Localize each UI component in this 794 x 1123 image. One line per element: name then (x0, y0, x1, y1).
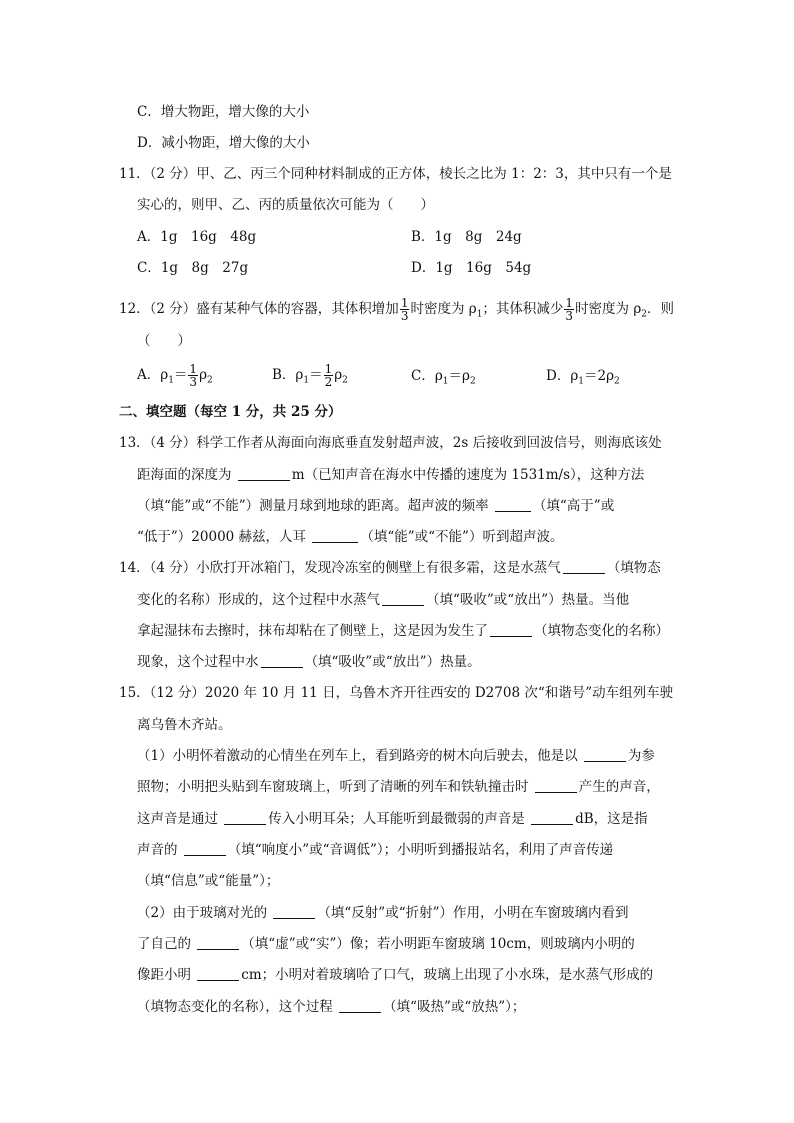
rho-subscript: 1 (442, 376, 449, 387)
q12-text-1: 12．（2 分）盛有某种气体的容器，其体积增加 (119, 301, 399, 317)
q11-option-a: A．1g 16g 48g (137, 229, 257, 245)
q12-text-5: ．则 (647, 301, 675, 317)
q15-text: （1）小明怀着激动的心情坐在列车上，看到路旁的树木向后驶去，他是以 (137, 748, 578, 764)
q12-text-3: ；其体积减少 (482, 301, 564, 317)
q15-text: 产生的声音， (578, 779, 660, 795)
answer-blank[interactable] (197, 935, 239, 950)
fraction-denominator: 3 (189, 375, 198, 389)
q14-line1 (119, 558, 661, 578)
rho-subscript: 1 (476, 309, 483, 320)
q15-text: 像距小明 (137, 967, 191, 983)
answer-blank[interactable] (531, 810, 573, 825)
option-text: ρ (334, 367, 343, 383)
rho-subscript: 1 (578, 376, 584, 387)
q13-text: （填“高于”或 (532, 498, 615, 514)
option-text: C．ρ (411, 368, 443, 384)
q12-fraction-one-third-a (400, 297, 410, 322)
q14-text: 变化的名称）形成的，这个过程中水蒸气 (137, 592, 380, 608)
q13-text: （填“能”或“不能”）测量月球到地球的距离。超声波的频率 (137, 498, 489, 514)
option-text: D．ρ (546, 368, 579, 384)
q14-text: （填物态 (606, 560, 661, 576)
q13-line1: 13．（4 分）科学工作者从海面向海底垂直发射超声波，2s 后接收到回波信号，则海底该处 (119, 435, 662, 451)
q15-text: （填“响度小”或“音调低”）；小明听到播报站名，利用了声音传递 (227, 842, 614, 858)
option-text: ＝ρ (448, 368, 470, 384)
q11-option-c: C．1g 8g 27g (137, 260, 249, 276)
fraction-numerator: 1 (189, 362, 198, 376)
q15-text: （2）由于玻璃对光的 (137, 905, 268, 921)
q11-stem-line1: 11．（2 分）甲、乙、丙三个同种材料制成的正方体，棱长之比为 1：2：3，其中只有一个是 (119, 166, 672, 182)
q11-option-d: D．1g 16g 54g (411, 260, 532, 276)
option-text: ＝2ρ (584, 368, 615, 384)
rho-subscript: 2 (207, 375, 213, 386)
option-text: A．ρ (137, 367, 169, 383)
q13-text: 距海面的深度为 (137, 467, 232, 483)
q12-option-c (411, 366, 476, 392)
q12-option-a (137, 362, 213, 394)
fraction-numerator: 1 (400, 296, 409, 310)
q15-text: （填“吸热”或“放热”）； (383, 999, 526, 1015)
q13-line4 (137, 527, 563, 547)
q14-text: （填“吸收”或“放出”）热量。 (304, 654, 481, 670)
rho-subscript: 2 (342, 375, 348, 386)
option-text: B．ρ (272, 367, 304, 383)
answer-blank[interactable] (535, 778, 577, 793)
q12-option-b (272, 362, 348, 394)
answer-blank[interactable] (184, 841, 226, 856)
fraction-numerator: 1 (565, 296, 574, 310)
fraction-denominator: 2 (324, 375, 333, 389)
q14-text: 拿起湿抹布去擦时，抹布却粘在了侧壁上，这是因为发生了 (137, 623, 488, 639)
q12-text-2: 时密度为 ρ (410, 301, 477, 317)
q15-part1-line2 (137, 777, 660, 797)
q13-text: m（已知声音在海水中传播的速度为 1531m/s），这种方法 (291, 467, 645, 483)
rho-subscript: 2 (641, 309, 648, 320)
q15-part2-line2 (137, 934, 635, 954)
answer-blank[interactable] (224, 810, 266, 825)
q15-text: 传入小明耳朵；人耳能听到最微弱的声音是 (268, 811, 525, 827)
q14-text: （填“吸收”或“放出”）热量。当他 (426, 592, 630, 608)
q12-text-4: 时密度为 ρ (575, 301, 642, 317)
q12-stem-line2: （ ） (137, 333, 191, 349)
q13-text: “低于”）20000 赫兹，人耳 (137, 529, 307, 545)
q12-option-d (546, 366, 620, 392)
q11-stem-line2: 实心的，则甲、乙、丙的质量依次可能为（ ） (137, 197, 434, 213)
q15-text: dB，这是指 (575, 811, 648, 827)
q15-text: 了自己的 (137, 936, 191, 952)
option-text: ＝ (173, 367, 188, 383)
q13-line3 (137, 496, 614, 516)
q12-stem-line1 (119, 296, 674, 328)
answer-blank[interactable] (382, 591, 424, 606)
rho-subscript: 2 (469, 376, 476, 387)
q15-part1-line4 (137, 840, 613, 860)
q15-text: cm；小明对着玻璃哈了口气，玻璃上出现了小水珠，是水蒸气形成的 (241, 967, 654, 983)
option-text: ＝ (309, 367, 323, 383)
q11-option-b: B．1g 8g 24g (411, 229, 522, 245)
q15-part1-line1 (137, 746, 655, 766)
fraction-denominator: 3 (400, 309, 409, 323)
q15-part2-line4 (137, 997, 525, 1017)
q15-part1-line3 (137, 809, 648, 829)
q15-text: （填“虚”或“实”）像；若小明距车窗玻璃 10cm，则玻璃内小明的 (241, 936, 635, 952)
q14-line2 (137, 590, 629, 610)
q13-text: （填“能”或“不能”）听到超声波。 (360, 529, 564, 545)
answer-blank[interactable] (584, 747, 626, 762)
fraction-one-half (324, 363, 334, 388)
q15-part1-line5: （填“信息”或“能量”）； (137, 873, 280, 889)
answer-blank[interactable] (563, 559, 605, 574)
answer-blank[interactable] (490, 622, 532, 637)
q15-text: （填“反射”或“折射”）作用，小明在车窗玻璃内看到 (317, 905, 629, 921)
q14-text: 现象，这个过程中水 (137, 654, 259, 670)
fraction-one-third (188, 363, 198, 388)
answer-blank[interactable] (197, 966, 239, 981)
answer-blank[interactable] (238, 466, 290, 481)
q15-line1: 15．（12 分）2020 年 10 月 11 日，乌鲁木齐开往西安的 D2708 次“和谐号”动车组列车驶 (119, 685, 674, 701)
answer-blank[interactable] (261, 653, 303, 668)
answer-blank[interactable] (495, 497, 531, 512)
q15-text: 照物；小明把头贴到车窗玻璃上，听到了清晰的列车和铁轨撞击时 (137, 779, 529, 795)
q13-line2 (137, 465, 644, 485)
q15-part2-line1 (137, 903, 629, 923)
q14-line4 (137, 652, 481, 672)
fraction-numerator: 1 (324, 362, 333, 376)
q14-text: （填物态变化的名称） (534, 623, 669, 639)
section-heading-fill-in: 二、填空题（每空 1 分，共 25 分） (119, 404, 342, 420)
q15-line2: 离乌鲁木齐站。 (137, 717, 232, 733)
q15-part2-line3 (137, 965, 653, 985)
q10-option-c: C．增大物距，增大像的大小 (137, 104, 310, 120)
q15-text: （填物态变化的名称），这个过程 (137, 999, 333, 1015)
answer-blank[interactable] (339, 998, 381, 1013)
q14-line3 (137, 621, 669, 641)
answer-blank[interactable] (273, 904, 315, 919)
q15-text: 这声音是通过 (137, 811, 218, 827)
rho-subscript: 1 (303, 375, 310, 386)
rho-subscript: 2 (614, 376, 620, 387)
q12-fraction-one-third-b (564, 297, 574, 322)
q10-option-d: D．减小物距，增大像的大小 (137, 135, 310, 151)
q15-text: 声音的 (137, 842, 178, 858)
fraction-denominator: 3 (565, 309, 574, 323)
answer-blank[interactable] (312, 528, 358, 543)
q14-text: 14．（4 分）小欣打开冰箱门，发现冷冻室的侧壁上有很多霜，这是水蒸气 (119, 560, 561, 576)
q15-text: 为参 (627, 748, 655, 764)
option-text: ρ (199, 367, 207, 383)
rho-subscript: 1 (168, 375, 174, 386)
